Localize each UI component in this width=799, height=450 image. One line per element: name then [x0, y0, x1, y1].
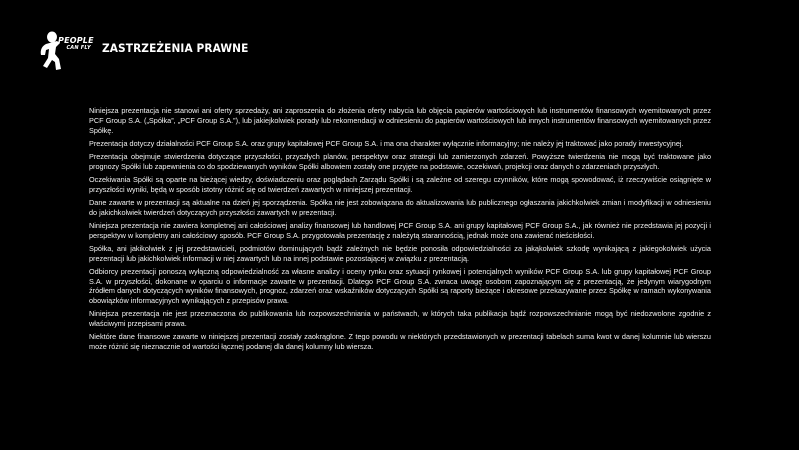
paragraph: Niniejsza prezentacja nie jest przeznaczona do publikowania lub rozpowszechniania w państwach, w których taka publikacja bądź rozpowszechnianie mogą być niedozwolone zgodnie z właściwymi przepisami prawa. — [89, 309, 711, 329]
page-title: ZASTRZEŻENIA PRAWNE — [102, 41, 249, 55]
paragraph: Odbiorcy prezentacji ponoszą wyłączną odpowiedzialność za własne analizy i oceny rynku oraz sytuacji rynkowej i potencjalnych wyników PCF Group S.A. lub grupy kapitałowej PCF Group S.A. w przyszłości, dokonane w oparciu o informacje zawarte w prezentacji. Dlatego PCF Group S.A. zwraca uwagę osobom zapoznającym się z prezentacją, że jedynym wiarygodnym źródłem danych dotyczących wyników finansowych, prognoz, zdarzeń oraz wskaźników dotyczących Spółki są raporty bieżące i okresowe przekazywane przez Spółkę w ramach wykonywania obowiązków informacyjnych wynikających z przepisów prawa. — [89, 266, 711, 306]
logo-line-2: CAN FLY — [66, 45, 91, 51]
paragraph: Prezentacja obejmuje stwierdzenia dotyczące przyszłości, przyszłych planów, perspektyw oraz strategii lub zamierzonych zdarzeń. Powyższe twierdzenia nie mogą być traktowane jako prognozy Spółki lub zapewnienia co do spodziewanych wyników Spółki albowiem zostały one przyjęte na podstawie, oczekiwań, projekcji oraz danych o zdarzeniach przyszłych. — [89, 151, 711, 171]
paragraph: Spółka, ani jakikolwiek z jej przedstawicieli, podmiotów dominujących bądź zależnych nie będzie ponosiła odpowiedzialności za jakąkolwiek szkodę wynikającą z jakiegokolwiek użycia prezentacji lub jakichkolwiek informacji w niej zawartych lub na innej podstawie pozostającej w związku z prezentacją. — [89, 243, 711, 263]
paragraph: Niektóre dane finansowe zawarte w niniejszej prezentacji zostały zaokrąglone. Z tego powodu w niektórych przedstawionych w prezentacji tabelach suma kwot w danej kolumnie lub wierszu może różnić się nieznacznie od wartości łącznej podanej dla danej kolumny lub wiersza. — [89, 332, 711, 352]
logo-line-1: PEOPLE — [58, 36, 94, 45]
paragraph: Oczekiwania Spółki są oparte na bieżącej wiedzy, doświadczeniu oraz poglądach Zarządu Spółki i są zależne od szeregu czynników, które mogą spowodować, iż rzeczywiście osiągnięte w przyszłości wyniki, będą w sposób istotny różnić się od twierdzeń zawartych w niniejszej prezentacji. — [89, 174, 711, 194]
paragraph: Niniejsza prezentacja nie stanowi ani oferty sprzedaży, ani zaproszenia do złożenia oferty nabycia lub objęcia papierów wartościowych lub instrumentów finansowych wyemitowanych przez PCF Group S.A. („Spółka”, „PCF Group S.A.”), lub jakiejkolwiek porady lub rekomendacji w odniesieniu do papierów wartościowych lub innych instrumentów finansowych wyemitowanych przez Spółkę. — [89, 106, 711, 135]
paragraph: Dane zawarte w prezentacji są aktualne na dzień jej sporządzenia. Spółka nie jest zobowiązana do aktualizowania lub publicznego ogłaszania jakichkolwiek zmian i modyfikacji w odniesieniu do jakichkolwiek twierdzeń dotyczących przyszłości zawartych w prezentacji. — [89, 197, 711, 217]
paragraph: Prezentacja dotyczy działalności PCF Group S.A. oraz grupy kapitałowej PCF Group S.A. i ma ona charakter wyłącznie informacyjny; nie należy jej traktować jako porady inwestycyjnej. — [89, 138, 684, 148]
disclaimer-body — [89, 106, 711, 355]
logo-wordmark — [58, 36, 94, 51]
paragraph: Niniejsza prezentacja nie zawiera kompletnej ani całościowej analizy finansowej lub handlowej PCF Group S.A. ani grupy kapitałowej PCF Group S.A., jak również nie przedstawia jej pozycji i perspektyw w kompletny ani całościowy sposób. PCF Group S.A. przygotowała prezentację z należytą starannością, jednak może ona zawierać nieścisłości. — [89, 220, 711, 240]
